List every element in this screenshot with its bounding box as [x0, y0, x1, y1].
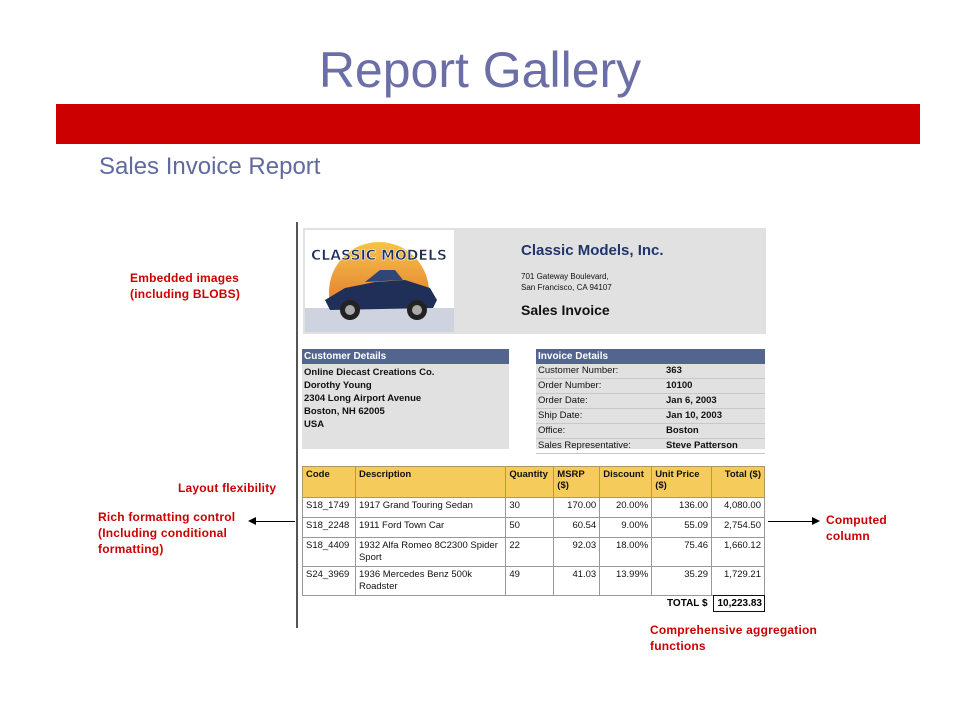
computed-column-annotation: Computed column: [826, 513, 887, 543]
company-address: 701 Gateway Boulevard, San Francisco, CA 94107: [521, 272, 612, 292]
customer-line: USA: [304, 419, 325, 430]
slide-subtitle: Sales Invoice Report: [99, 153, 321, 180]
rich-formatting-annotation: Rich formatting control (Including conditional formatting): [98, 510, 236, 556]
logo-text: CLASSIC MODELS: [311, 248, 447, 264]
invoice-details-heading: Invoice Details: [536, 349, 765, 364]
invoice-detail-row: Ship Date: Jan 10, 2003: [536, 409, 765, 424]
table-row: S18_1749 1917 Grand Touring Sedan 30 170.00 20.00% 136.00 4,080.00: [303, 498, 765, 518]
invoice-detail-row: Order Date: Jan 6, 2003: [536, 394, 765, 409]
column-header-code: Code: [303, 467, 356, 498]
customer-details-box: [302, 349, 509, 449]
column-header-unit-price: Unit Price ($): [652, 467, 712, 498]
line-items-table: [302, 466, 765, 596]
table-row: S18_4409 1932 Alfa Romeo 8C2300 Spider Sport 22 92.03 18.00% 75.46 1,660.12: [303, 538, 765, 567]
document-title: Sales Invoice: [521, 302, 610, 318]
customer-line: Dorothy Young: [304, 380, 372, 391]
customer-line: 2304 Long Airport Avenue: [304, 393, 422, 404]
invoice-detail-row: Customer Number: 363: [536, 364, 765, 379]
table-row: S18_2248 1911 Ford Town Car 50 60.54 9.00% 55.09 2,754.50: [303, 518, 765, 538]
customer-line: Online Diecast Creations Co.: [304, 367, 435, 378]
arrow-left-line: [255, 521, 295, 522]
column-header-description: Description: [355, 467, 505, 498]
column-header-msrp: MSRP ($): [554, 467, 600, 498]
column-header-discount: Discount: [600, 467, 652, 498]
customer-line: Boston, NH 62005: [304, 406, 385, 417]
invoice-detail-row: Order Number: 10100: [536, 379, 765, 394]
customer-details-heading: Customer Details: [302, 349, 509, 364]
arrow-right-icon: [812, 517, 820, 525]
column-header-quantity: Quantity: [506, 467, 554, 498]
divider-line: [296, 222, 298, 628]
total-label: TOTAL $: [667, 598, 708, 609]
column-header-total: Total ($): [712, 467, 765, 498]
slide-title: Report Gallery: [318, 42, 642, 98]
invoice-details-box: [536, 349, 765, 449]
title-accent-bar: [56, 104, 920, 144]
table-header-row: [303, 467, 765, 498]
company-name: Classic Models, Inc.: [521, 242, 664, 259]
aggregation-annotation: Comprehensive aggregation functions: [650, 623, 818, 653]
invoice-detail-row: Office: Boston: [536, 424, 765, 439]
table-row: S24_3969 1936 Mercedes Benz 500k Roadster 49 41.03 13.99% 35.29 1,729.21: [303, 567, 765, 596]
embedded-images-annotation: Embedded images (including BLOBS): [130, 271, 241, 301]
layout-flexibility-annotation: Layout flexibility: [178, 481, 277, 495]
arrow-right-line: [768, 521, 813, 522]
car-logo-icon: [305, 230, 454, 332]
invoice-detail-row: Sales Representative: Steve Patterson: [536, 439, 765, 454]
total-value: 10,223.83: [713, 595, 765, 612]
classic-models-logo: [305, 230, 454, 332]
